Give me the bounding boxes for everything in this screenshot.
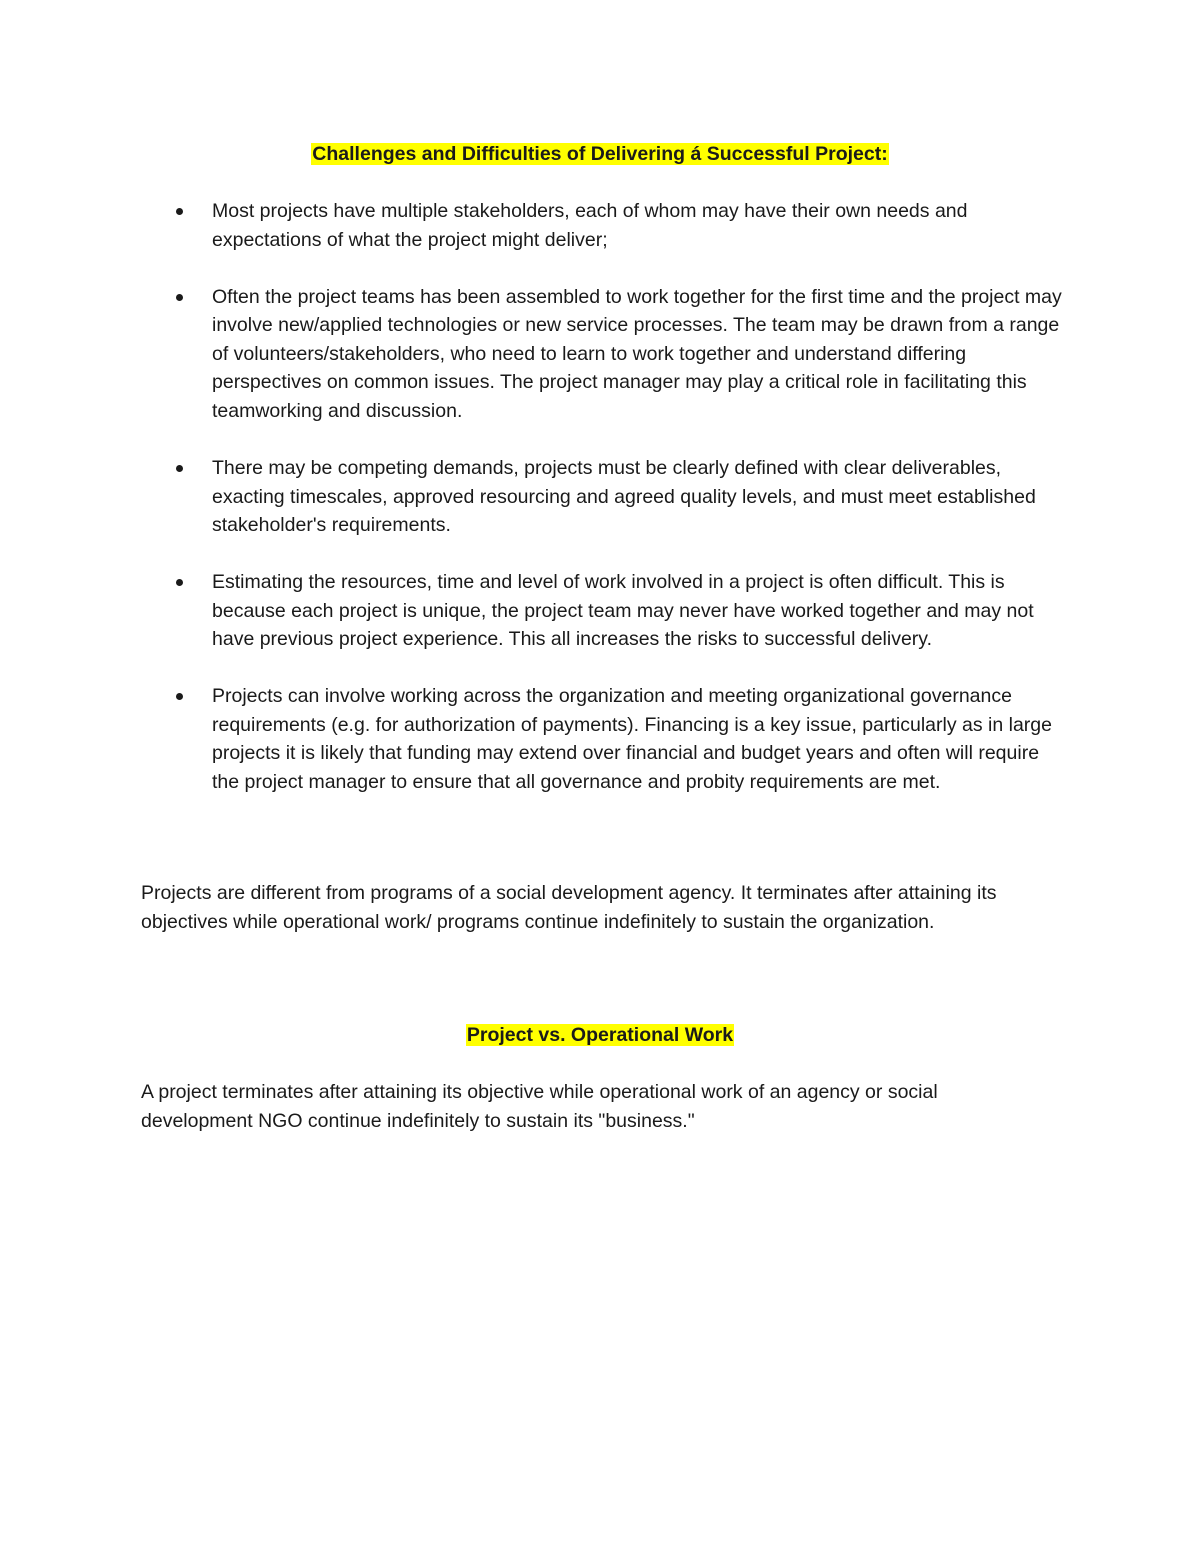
list-item [168,283,1068,426]
heading-highlight: Project vs. Operational Work [466,1024,734,1046]
paragraph-project-terminates: A project terminates after attaining its objective while operational work of an agency or social development NGO continue indefinitely to sustain its "business." [141,1081,938,1132]
bullet-icon [176,294,183,301]
bullet-icon [176,208,183,215]
list-item-text: Estimating the resources, time and level of work involved in a project is often difficult. This is because each project is unique, the project team may never have worked together and may not have previous project experience. This all increases the risks to successful delivery. [212,571,1034,651]
list-item-text: Often the project teams has been assembled to work together for the first time and the project may involve new/applied technologies or new service processes. The team may be drawn from a range of volunteers/stakeholders, who need to learn to work together and understand differing perspectives on common issues. The project manager may play a critical role in facilitating this teamworking and discussion. [212,285,1062,422]
paragraph-projects-vs-programs: Projects are different from programs of a social development agency. It terminates after attaining its objectives while operational work/ programs continue indefinitely to sustain the organization. [141,882,997,933]
bullet-icon [176,579,183,586]
section-heading-challenges [0,140,1200,168]
section-heading-project-vs-operational [0,1021,1200,1049]
list-item [168,197,1068,254]
bullet-icon [176,693,183,700]
list-item-text: Most projects have multiple stakeholders, each of whom may have their own needs and expectations of what the project might deliver; [212,200,968,251]
list-item [168,568,1068,654]
list-item [168,682,1068,796]
list-item-text: Projects can involve working across the organization and meeting organizational governance requirements (e.g. for authorization of payments). Financing is a key issue, particularly as in large projects it is likely that funding may extend over financial and budget years and often will require the project manager to ensure that all governance and probity requirements are met. [212,685,1052,794]
heading-highlight: Challenges and Difficulties of Delivering á Successful Project: [312,143,888,165]
bullet-icon [176,465,183,472]
list-item-text: There may be competing demands, projects must be clearly defined with clear deliverables, exacting timescales, approved resourcing and agreed quality levels, and must meet established stakeholder's requirements. [212,456,1036,537]
challenges-bullet-list [168,197,1068,825]
list-item [168,454,1068,540]
